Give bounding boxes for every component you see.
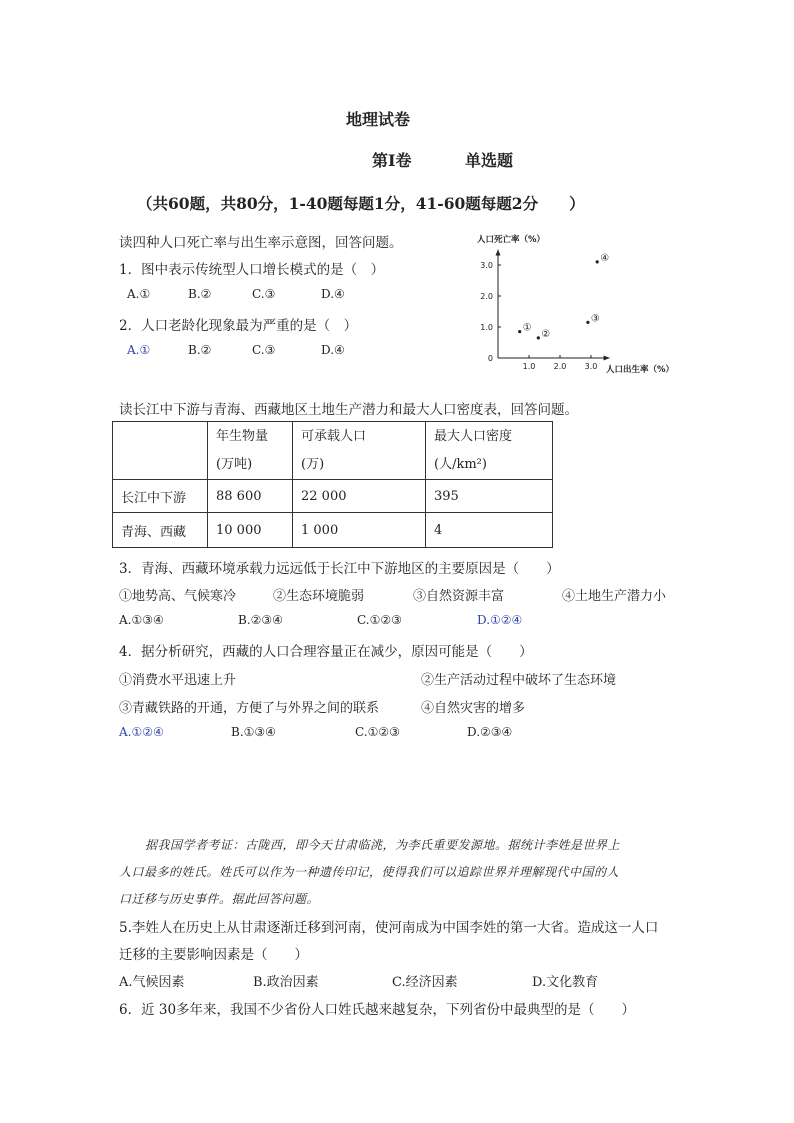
y-axis-arrow <box>496 250 501 256</box>
q3-option-b[interactable]: B.②③④ <box>238 613 283 627</box>
table-cell: 长江中下游 <box>113 480 208 513</box>
q5-option-a[interactable]: A.气候因素 <box>119 975 185 990</box>
table-cell: 青海、西藏 <box>113 513 208 548</box>
q3-item-4: ④土地生产潜力小 <box>562 589 667 604</box>
q4-stem: 4．据分析研究，西藏的人口合理容量正在减少，原因可能是（ ） <box>119 644 533 660</box>
table-header-row <box>113 422 553 480</box>
table-cell: 395 <box>426 480 553 513</box>
q4-option-c[interactable]: C.①②③ <box>355 725 400 739</box>
q5-option-d[interactable]: D.文化教育 <box>532 975 599 990</box>
data-point-label: ④ <box>600 252 610 264</box>
table-header-cell <box>113 422 208 480</box>
q4-item-3: ③青藏铁路的开通，方便了与外界之间的联系 <box>119 701 380 716</box>
birth-death-rate-chart <box>470 228 680 378</box>
group3-intro-line-2: 人口最多的姓氏。姓氏可以作为一种遗传印记，使得我们可以追踪世界并理解现代中国的人 <box>119 865 620 879</box>
x-axis-arrow <box>604 356 610 361</box>
table-row <box>113 480 553 513</box>
land-potential-table <box>112 421 553 548</box>
q3-item-1: ①地势高、气候寒冷 <box>119 589 237 604</box>
data-point <box>596 260 599 263</box>
table-row <box>113 513 553 548</box>
q4-item-4: ④自然灾害的增多 <box>421 701 526 716</box>
x-tick-label: 1.0 <box>522 362 536 371</box>
x-tick-label: 3.0 <box>584 362 598 371</box>
x-tick-label: 2.0 <box>553 362 567 371</box>
q6-stem: 6．近 30多年来，我国不少省份人口姓氏越来越复杂，下列省份中最典型的是（ ） <box>119 1002 636 1018</box>
q5-option-c[interactable]: C.经济因素 <box>392 975 458 990</box>
y-tick-label: 3.0 <box>480 261 493 270</box>
table-cell: 1 000 <box>293 513 426 548</box>
q4-option-d[interactable]: D.②③④ <box>467 725 513 739</box>
q1-option-c[interactable]: C.③ <box>252 287 276 301</box>
q2-option-a[interactable]: A.① <box>127 343 151 357</box>
data-point <box>586 321 589 324</box>
data-point-label: ① <box>522 322 532 334</box>
instructions: （共60题，共80分，1-40题每题1分，41-60题每题2分 ） <box>137 194 585 213</box>
table-cell: 4 <box>426 513 553 548</box>
table-header-cell: 可承载人口 (万) <box>293 422 426 480</box>
y-tick-label: 1.0 <box>480 323 493 332</box>
q4-option-a[interactable]: A.①②④ <box>119 725 164 739</box>
chart-points <box>518 253 609 340</box>
group2-intro: 读长江中下游与青海、西藏地区土地生产潜力和最大人口密度表，回答问题。 <box>119 402 578 418</box>
q3-stem: 3．青海、西藏环境承载力远远低于长江中下游地区的主要原因是（ ） <box>119 561 560 577</box>
chart-ylabel: 人口死亡率（%） <box>477 235 546 245</box>
q5-option-b[interactable]: B.政治因素 <box>253 975 319 990</box>
data-point <box>518 330 521 333</box>
table-header-cell: 年生物量 (万吨) <box>208 422 293 480</box>
y-tick-label: 2.0 <box>480 292 493 301</box>
q4-item-1: ①消费水平迅速上升 <box>119 673 237 688</box>
section-type: 单选题 <box>465 151 514 170</box>
y-tick-label: 0 <box>487 354 493 363</box>
chart-axes <box>496 250 610 361</box>
q5-stem-line-2: 迁移的主要影响因素是（ ） <box>119 947 308 963</box>
q2-option-b[interactable]: B.② <box>188 343 212 357</box>
data-point-label: ③ <box>590 313 600 325</box>
page-title: 地理试卷 <box>346 110 411 129</box>
q2-option-c[interactable]: C.③ <box>252 343 276 357</box>
q3-option-a[interactable]: A.①③④ <box>119 613 164 627</box>
section-label: 第Ⅰ卷 <box>372 151 412 170</box>
q1-option-b[interactable]: B.② <box>188 287 212 301</box>
q3-option-d[interactable]: D.①②④ <box>477 613 523 627</box>
table-header-cell: 最大人口密度 (人/km²) <box>426 422 553 480</box>
q2-stem: 2．人口老龄化现象最为严重的是（ ） <box>119 318 358 334</box>
data-point-label: ② <box>541 328 551 340</box>
data-point <box>537 336 540 339</box>
group3-intro-line-1: 据我国学者考证：古陇西，即今天甘肃临洮，为李氏重要发源地。据统计李姓是世界上 <box>145 838 621 852</box>
q2-option-d[interactable]: D.④ <box>321 343 345 357</box>
q4-option-b[interactable]: B.①③④ <box>231 725 276 739</box>
table-cell: 88 600 <box>208 480 293 513</box>
table-cell: 10 000 <box>208 513 293 548</box>
q1-option-a[interactable]: A.① <box>127 287 151 301</box>
q3-option-c[interactable]: C.①②③ <box>357 613 402 627</box>
q4-item-2: ②生产活动过程中破坏了生态环境 <box>421 673 617 688</box>
group3-intro-line-3: 口迁移与历史事件。据此回答问题。 <box>119 892 320 906</box>
q1-option-d[interactable]: D.④ <box>321 287 345 301</box>
group1-intro: 读四种人口死亡率与出生率示意图，回答问题。 <box>119 235 403 251</box>
chart-xlabel: 人口出生率（%） <box>606 365 675 375</box>
q5-stem-line-1: 5.李姓人在历史上从甘肃逐渐迁移到河南，使河南成为中国李姓的第一大省。造成这一人口 <box>119 920 659 936</box>
table-cell: 22 000 <box>293 480 426 513</box>
q1-stem: 1．图中表示传统型人口增长模式的是（ ） <box>119 262 385 278</box>
q3-item-3: ③自然资源丰富 <box>413 589 505 604</box>
q3-item-2: ②生态环境脆弱 <box>273 589 365 604</box>
